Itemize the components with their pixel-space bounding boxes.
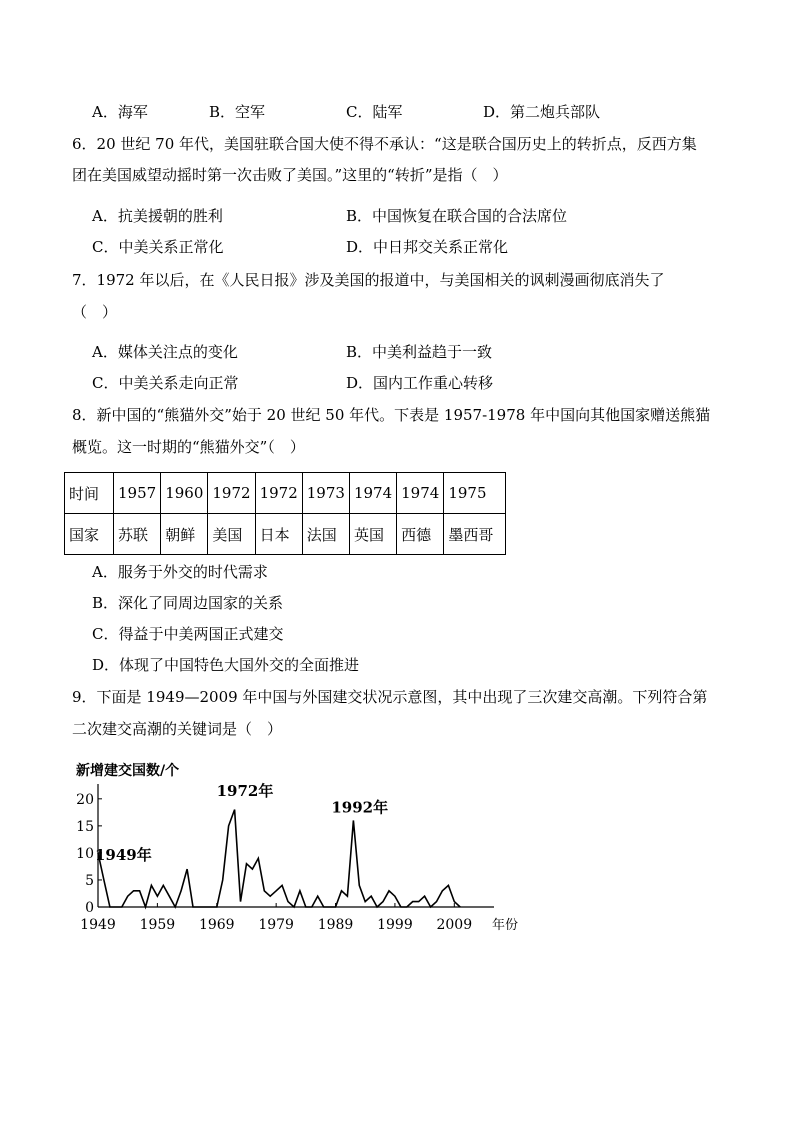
q6-option-b: B．中国恢复在联合国的合法席位 [346, 207, 568, 225]
q7-option-b: B．中美利益趋于一致 [346, 343, 493, 361]
series-line [98, 810, 460, 907]
q8-option-c: C．得益于中美两国正式建交 [92, 625, 284, 643]
x-axis-label: 年份 [492, 918, 519, 933]
x-tick-label: 1989 [317, 917, 354, 933]
table-row [65, 473, 506, 514]
q9-stem-line2: 二次建交高潮的关键词是（ ） [72, 720, 283, 738]
x-tick-label: 1999 [377, 917, 413, 933]
table-cell: 1960 [161, 473, 208, 514]
q5-option-c: C．陆军 [346, 103, 403, 121]
x-tick-label: 2009 [436, 917, 473, 933]
q6-stem-line1: 6．20 世纪 70 年代，美国驻联合国大使不得不承认：“这是联合国历史上的转折点，反西方集 [72, 135, 697, 153]
table-cell: 朝鲜 [161, 514, 208, 555]
y-tick-label: 5 [85, 872, 94, 889]
annotation-label: 1972年 [216, 782, 274, 801]
q6-stem-line2: 团在美国威望动摇时第一次击败了美国。”这里的“转折”是指（ ） [72, 166, 508, 184]
annotation-label: 1992年 [331, 798, 389, 817]
q6-option-c: C．中美关系正常化 [92, 238, 224, 256]
q5-option-d: D．第二炮兵部队 [483, 103, 601, 121]
table-cell: 英国 [349, 514, 396, 555]
table-cell: 1957 [114, 473, 161, 514]
table-cell: 1974 [349, 473, 396, 514]
table-cell: 1972 [208, 473, 255, 514]
annotation-label: 1949年 [95, 845, 152, 864]
q8-option-a: A．服务于外交的时代需求 [92, 563, 268, 581]
q7-stem-line1: 7．1972 年以后，在《人民日报》涉及美国的报道中，与美国相关的讽刺漫画彻底消失了 [72, 271, 665, 289]
table-cell: 日本 [255, 514, 302, 555]
y-tick-label: 15 [76, 818, 94, 835]
table-cell: 法国 [302, 514, 349, 555]
q8-stem-line1: 8．新中国的“熊猫外交”始于 20 世纪 50 年代。下表是 1957-1978 年中国向其他国家赠送熊猫 [72, 406, 711, 424]
q6-option-d: D．中日邦交关系正常化 [346, 238, 509, 256]
table-cell: 时间 [65, 473, 114, 514]
q5-option-a: A．海军 [92, 103, 148, 121]
table-cell: 苏联 [114, 514, 161, 555]
chart-annotations [95, 782, 388, 864]
table-cell: 1973 [302, 473, 349, 514]
table-cell: 墨西哥 [444, 514, 506, 555]
panda-table [64, 472, 506, 555]
diplomacy-chart [64, 756, 544, 942]
y-axis-label: 新增建交国数/个 [76, 763, 180, 779]
q9-stem-line1: 9．下面是 1949—2009 年中国与外国建交状况示意图，其中出现了三次建交高潮。下列符合第 [72, 688, 708, 706]
q6-option-a: A．抗美援朝的胜利 [92, 207, 223, 225]
y-tick-label: 0 [85, 900, 94, 916]
q5-option-b: B．空军 [209, 103, 266, 121]
table-cell: 1975 [444, 473, 506, 514]
table-row [65, 514, 506, 555]
y-tick-label: 10 [76, 845, 94, 862]
x-tick-label: 1959 [139, 917, 176, 933]
table-cell: 1972 [255, 473, 302, 514]
table-cell: 西德 [397, 514, 444, 555]
x-tick-label: 1969 [198, 917, 235, 933]
q7-option-c: C．中美关系走向正常 [92, 374, 239, 392]
q7-stem-line2: （ ） [72, 303, 118, 321]
q7-option-d: D．国内工作重心转移 [346, 374, 494, 392]
x-tick-label: 1979 [258, 917, 294, 933]
table-cell: 1974 [397, 473, 444, 514]
q7-option-a: A．媒体关注点的变化 [92, 343, 238, 361]
table-cell: 国家 [65, 514, 114, 555]
chart-axes [98, 784, 494, 907]
x-tick-label: 1949 [80, 917, 116, 933]
y-tick-label: 20 [76, 791, 94, 808]
q8-option-d: D．体现了中国特色大国外交的全面推进 [92, 656, 360, 674]
table-cell: 美国 [208, 514, 255, 555]
q8-option-b: B．深化了同周边国家的关系 [92, 594, 284, 612]
q8-stem-line2: 概览。这一时期的“熊猫外交”（ ） [72, 438, 305, 456]
